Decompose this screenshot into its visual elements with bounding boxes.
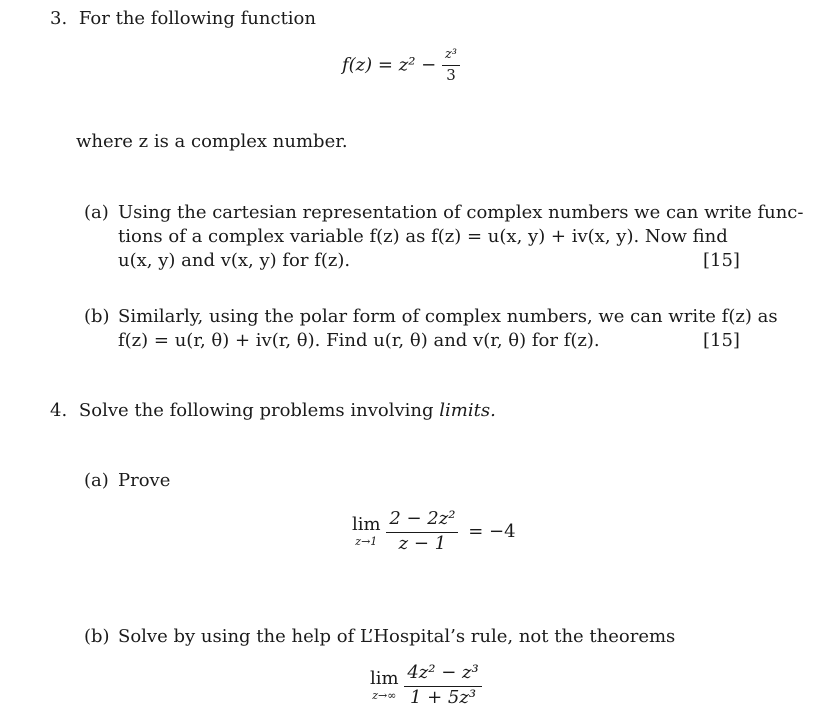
part-text-3b-line1: Similarly, using the polar form of complex numbers, we can write f(z) as [118,306,778,327]
marks-3a: [15] [703,250,740,271]
limit-fraction [404,664,481,708]
fraction-denominator: 1 + 5z³ [409,686,477,708]
part-text-3a-line3: u(x, y) and v(x, y) for f(z). [118,250,351,271]
question-intro: Solve the following problems involving [78,400,434,421]
limit-operator [370,670,399,701]
part-text-3a-line1: Using the cartesian representation of complex numbers we can write func- [118,202,804,223]
fraction-numerator: z³ [444,47,458,62]
limit-fraction [386,510,458,554]
function-fraction [442,48,460,83]
limit-expression-4a [352,510,516,554]
limit-word: lim [352,514,381,536]
where-note: where z is a complex number. [76,131,348,152]
part-text-4b: Solve by using the help of L’Hospital’s rule, not the theorems [118,626,676,647]
function-lhs: f(z) = z² − [342,54,437,76]
limit-subscript: z→1 [355,535,378,549]
question-number: 3. [50,8,68,29]
part-text-3a-line2: tions of a complex variable f(z) as f(z) = u(x, y) + iv(x, y). Now find [118,226,728,247]
fraction-denominator: 3 [446,65,456,84]
limit-subscript: z→∞ [372,689,397,703]
part-text-4a: Prove [118,470,171,491]
part-label-4b: (b) [84,626,110,647]
question-4-heading [50,400,496,421]
part-label-4a: (a) [84,470,109,491]
part-label-3a: (a) [84,202,109,223]
question-3-heading [50,8,316,29]
fraction-denominator: z − 1 [398,532,447,554]
marks-3b: [15] [703,330,740,351]
limit-operator [352,516,381,547]
part-text-3b-line2: f(z) = u(r, θ) + iv(r, θ). Find u(r, θ) and v(r, θ) for f(z). [118,330,600,351]
question-intro-emphasis: limits. [439,400,496,421]
fraction-numerator: 4z² − z³ [407,662,479,683]
limit-result: = −4 [468,521,516,543]
question-intro: For the following function [78,8,316,29]
limit-word: lim [370,668,399,690]
part-label-3b: (b) [84,306,110,327]
limit-expression-4b [370,664,482,708]
question-number: 4. [50,400,68,421]
fraction-numerator: 2 − 2z² [389,508,456,529]
function-definition [342,48,460,83]
